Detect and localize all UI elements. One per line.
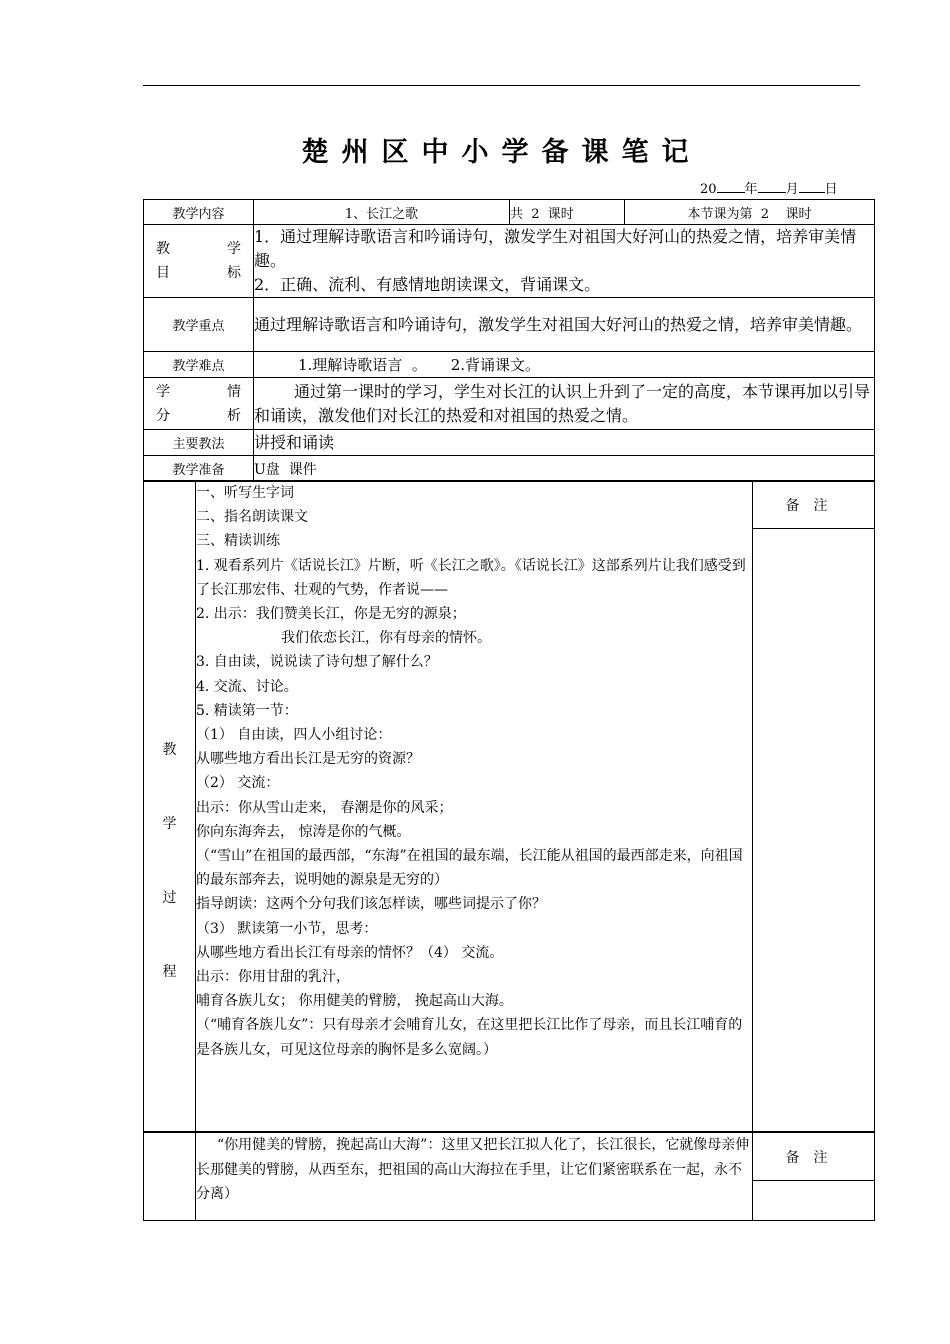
list-item: 哺育各族儿女； 你用健美的臂膀， 挽起高山大海。 [196, 993, 513, 1010]
list-item: （“哺育各族儿女”：只有母亲才会哺育儿女，在这里把长江比作了母亲，而且长江哺育的是各族儿女，可见这位母亲的胸怀是多么宽阔。） [196, 1017, 743, 1058]
notes-header: 备注 [753, 481, 875, 529]
list-item: （1） 自由读，四人小组讨论： [196, 727, 392, 744]
list-item: 二、指名朗读课文 [196, 509, 308, 526]
list-item: 3. 自由读，说说读了诗句想了解什么？ [196, 654, 438, 671]
difficulty-label: 教学难点 [144, 352, 254, 378]
list-item: 出示：你从雪山走来， 春潮是你的风采； [196, 799, 453, 816]
process-table [143, 480, 875, 1132]
header-rule [143, 85, 860, 86]
list-item: 我们依恋长江，你有母亲的情怀。 [281, 630, 491, 647]
total-periods: 共 2 课时 [510, 200, 625, 225]
list-item: （2） 交流： [196, 775, 280, 792]
list-item: 4. 交流、讨论。 [196, 678, 298, 695]
content-label: 教学内容 [144, 200, 254, 225]
focus-text: 通过理解诗歌语言和吟诵诗句，激发学生对祖国大好河山的热爱之情，培养审美情趣。 [254, 298, 875, 352]
list-item: （3） 默读第一小节，思考： [196, 920, 378, 937]
date-month: 月 [785, 182, 799, 197]
lesson-info-table [143, 199, 875, 482]
analysis-text: 通过第一课时的学习，学生对长江的认识上升到了一定的高度，本节课再加以引导和诵读，激发他们对长江的热爱和对祖国的热爱之情。 [254, 378, 875, 430]
goals-text: 1．通过理解诗歌语言和吟诵诗句，激发学生对祖国大好河山的热爱之情，培养审美情趣。 2．正确、流利、有感情地朗读课文，背诵课文。 [254, 225, 875, 298]
date-line [700, 178, 838, 197]
date-prefix: 20 [700, 182, 717, 197]
notes-area[interactable] [753, 529, 875, 1132]
analysis-label: 学 情 分 析 [144, 378, 254, 430]
list-item: 从哪些地方看出长江是无穷的资源？ [196, 751, 420, 768]
list-item: 1. 观看系列片《话说长江》片断，听《长江之歌》。《话说长江》这部系列片让我们感受到了长江那宏伟、壮观的气势，作者说—— [196, 557, 746, 598]
continuation-table [143, 1132, 875, 1221]
process-content [196, 481, 753, 1132]
date-year: 年 [744, 182, 758, 197]
continuation-notes-area[interactable] [753, 1181, 875, 1221]
process-label: 教 学 过 程 [144, 481, 196, 1132]
prep-text: U盘 课件 [254, 456, 875, 482]
list-item: 指导朗读：这两个分句我们该怎样读，哪些词提示了你？ [196, 896, 546, 913]
list-item: 一、听写生字词 [196, 485, 294, 501]
prep-label: 教学准备 [144, 456, 254, 482]
year-blank[interactable] [717, 180, 745, 193]
list-item: 从哪些地方看出长江有母亲的情怀？（4） 交流。 [196, 944, 504, 961]
page-title: 楚州区中小学备课笔记 [301, 137, 702, 168]
date-day: 日 [824, 182, 838, 197]
list-item: 三、精读训练 [196, 533, 280, 550]
list-item: 你向东海奔去， 惊涛是你的气概。 [196, 823, 411, 840]
month-blank[interactable] [758, 180, 786, 193]
continuation-notes-header: 备注 [753, 1133, 875, 1181]
focus-label: 教学重点 [144, 298, 254, 352]
method-text: 讲授和诵读 [254, 430, 875, 456]
current-period: 本节课为第 2 课时 [625, 200, 875, 225]
difficulty-text: 1.理解诗歌语言 。 2.背诵课文。 [254, 352, 875, 378]
list-item: 2. 出示：我们赞美长江，你是无穷的源泉； [196, 606, 466, 623]
list-item: （“雪山”在祖国的最西部，“东海”在祖国的最东端，长江能从祖国的最西部走来，向祖国的最东部奔去，说明她的源泉是无穷的） [196, 848, 743, 889]
continuation-text: “你用健美的臂膀，挽起高山大海”：这里又把长江拟人化了，长江很长，它就像母亲伸长那健美的臂膀，从西至东，把祖国的高山大海拉在手里，让它们紧密联系在一起，永不分离） [196, 1133, 753, 1221]
lesson-title: 1、长江之歌 [254, 200, 510, 225]
list-item: 5. 精读第一节： [196, 702, 298, 719]
day-blank[interactable] [799, 180, 825, 193]
continuation-label-cell [144, 1133, 196, 1221]
list-item: 出示：你用甘甜的乳汁， [196, 969, 350, 986]
goals-label: 教 学 目 标 [144, 225, 254, 298]
method-label: 主要教法 [144, 430, 254, 456]
